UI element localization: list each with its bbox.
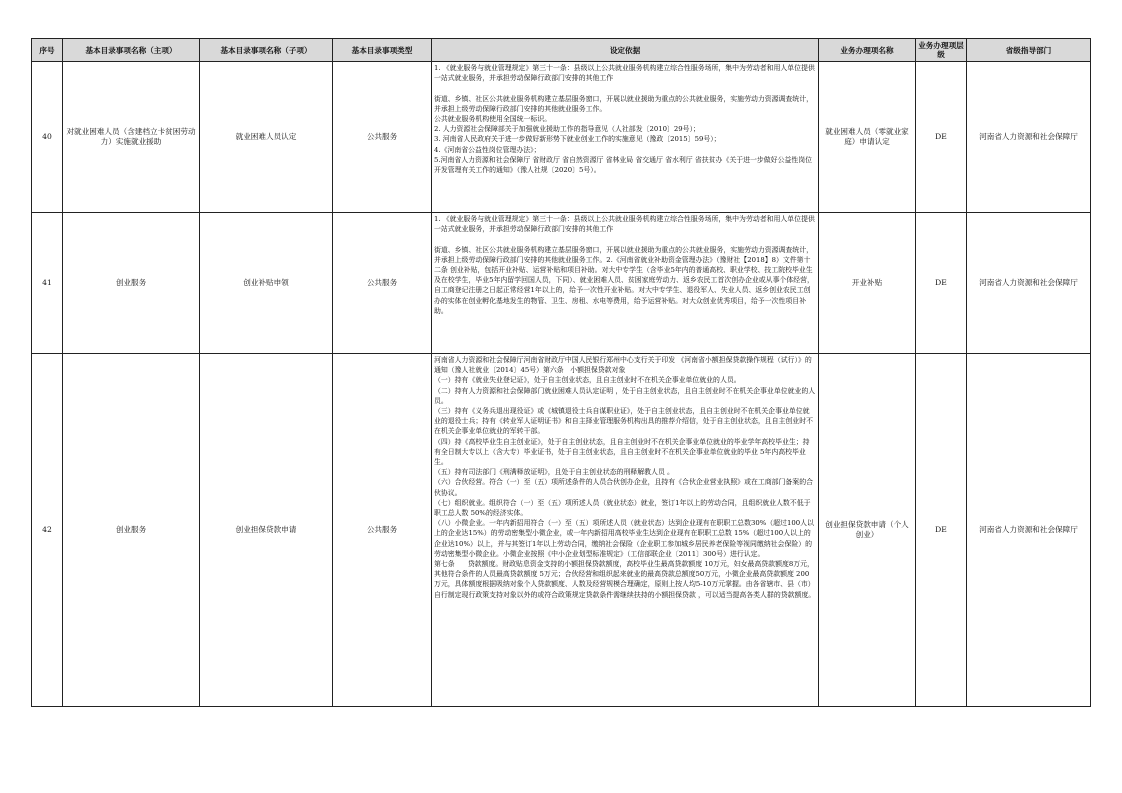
cell-basis: 1. 《就业服务与就业管理规定》第三十一条：县级以上公共就业服务机构建立综合性服务场所，集中为劳动者和用人单位提供一站式就业服务，并承担劳动保障行政部门安排的其他工作 街道、乡镇、社区公共就业服务机构建立基层服务窗口，开展以就业援助为重点的公共就业服务，实施劳动力资源调查统计，并承担上级劳动保障行政部门安排的其他就业服务工作。 公共就业服务机构使用全国统一标识。 2. 人力资源社会保障部关于加强就业援助工作的指导意见（人社部发〔2010〕29号）； 3. 河南省人民政府关于进一步做好新形势下就业创业工作的实施意见（豫政〔2015〕59号）； 4.《河南省公益性岗位管理办法》； 5.河南省人力资源和社会保障厅 省财政厅 省自然资源厅 省林业局 省交通厅 省水利厅 省扶贫办《关于进一步做好公益性岗位开发管理有关工作的通知》（豫人社规〔2020〕5号）。 (432, 62, 819, 213)
header-sub-item: 基本目录事项名称（子项） (200, 39, 333, 62)
table-row (32, 62, 1091, 213)
cell-service-name: 开业补贴 (819, 213, 916, 354)
cell-sub-item: 创业补贴申领 (200, 213, 333, 354)
cell-main-item: 创业服务 (63, 213, 200, 354)
header-main-item: 基本目录事项名称（主项） (63, 39, 200, 62)
header-dept: 省级指导部门 (967, 39, 1091, 62)
header-seq: 序号 (32, 39, 63, 62)
cell-service-name: 创业担保贷款申请（个人创业） (819, 354, 916, 707)
header-level: 业务办理项层级 (916, 39, 967, 62)
table-row (32, 354, 1091, 707)
cell-item-type: 公共服务 (333, 213, 432, 354)
header-item-type: 基本目录事项类型 (333, 39, 432, 62)
cell-main-item: 创业服务 (63, 354, 200, 707)
table-row (32, 213, 1091, 354)
cell-dept: 河南省人力资源和社会保障厅 (967, 354, 1091, 707)
cell-level: DE (916, 213, 967, 354)
cell-service-name: 就业困难人员（零就业家庭）申请认定 (819, 62, 916, 213)
cell-level: DE (916, 354, 967, 707)
header-service-name: 业务办理项名称 (819, 39, 916, 62)
cell-item-type: 公共服务 (333, 354, 432, 707)
header-basis: 设定依据 (432, 39, 819, 62)
cell-sub-item: 就业困难人员认定 (200, 62, 333, 213)
cell-basis: 河南省人力资源和社会保障厅河南省财政厅中国人民银行郑州中心支行关于印发 《河南省小额担保贷款操作规程（试行）》的通知（豫人社就业〔2014〕45号）第六条 小额担保贷款对象 （一）持有《就业失业登记证》，处于自主创业状态，且自主创业时不在机关企事业单位就业的人员。 （二）持有人力资源和社会保障部门就业困难人员认定证明 ，处于自主创业状态，且自主创业时不在机关企事业单位就业的人员。 （三）持有《义务兵退出现役证》或《城镇退役士兵自谋职业证》，处于自主创业状态，且自主创业时不在机关企事业单位就业的退役士兵；持有《转业军人证明证书》和自主择业管理服务机构出具的推荐介绍信，处于自主创业状态，且自主创业时不在机关企事业单位就业的军转干部。 （四）持《高校毕业生自主创业证》，处于自主创业状态，且自主创业时不在机关企事业单位就业的毕业学年高校毕业生；持有全日制大专以上（含大专）毕业证书，处于自主创业状态，且自主创业时不在机关企事业单位就业的毕业 5年内高校毕业生。 （五）持有司法部门《刑满释放证明》，且处于自主创业状态的刑释解教人员 。 （六）合伙经营。符合（一）至（五）项所述条件的人员合伙创办企业，且持有《合伙企业营业执照》或在工商部门备案的合伙协议。 （七）组织就业。组织符合（一）至（五）项所述人员（就业状态）就业，签订1年以上的劳动合同，且组织就业人数不低于职工总人数 50%的经济实体。 （八）小微企业。一年内新招用符合（一）至（五）项所述人员（就业状态）达到企业现有在职职工总数30%（超过100人以上的企业达15%）的劳动密集型小微企业，或一年内新招用高校毕业生达到企业现有在职职工总数 15%（超过100人以上的企业达10%）以上，并与其签订1年以上劳动合同，缴纳社会保险（企业职工参加城乡居民养老保险等视同缴纳社会保险）的劳动密集型小微企业。小微企业按照《中小企业划型标准规定》（工信部联企业〔2011〕300号）进行认定。 第七条 贷款额度。财政贴息资金支持的小额担保贷款额度，高校毕业生最高贷款额度 10万元，妇女最高贷款额度8万元，其他符合条件的人员最高贷款额度 5万元；合伙经营和组织起来就业的最高贷款总额度50万元，小微企业最高贷款额度 200万元，具体额度根据吸纳对象个人贷款额度、人数及经营规模合理确定，原则上按人均5-10万元掌握。由各省辖市、县（市）自行制定现行政策支持对象以外的或符合政策规定贷款条件需继续扶持的小额担保贷款 ，可以适当提高各类人群的贷款额度。 (432, 354, 819, 707)
service-catalog-table (31, 38, 1091, 707)
cell-seq: 42 (32, 354, 63, 707)
header-row (32, 39, 1091, 62)
cell-main-item: 对就业困难人员（含建档立卡贫困劳动力）实施就业援助 (63, 62, 200, 213)
cell-sub-item: 创业担保贷款申请 (200, 354, 333, 707)
cell-seq: 41 (32, 213, 63, 354)
cell-seq: 40 (32, 62, 63, 213)
cell-level: DE (916, 62, 967, 213)
cell-item-type: 公共服务 (333, 62, 432, 213)
cell-dept: 河南省人力资源和社会保障厅 (967, 213, 1091, 354)
cell-dept: 河南省人力资源和社会保障厅 (967, 62, 1091, 213)
cell-basis: 1. 《就业服务与就业管理规定》第三十一条：县级以上公共就业服务机构建立综合性服务场所，集中为劳动者和用人单位提供一站式就业服务，并承担劳动保障行政部门安排的其他工作 街道、乡镇、社区公共就业服务机构建立基层服务窗口，开展以就业援助为重点的公共就业服务，实施劳动力资源调查统计，并承担上级劳动保障行政部门安排的其他就业服务工作。2.《河南省就业补助资金管理办法》（豫财社【2018】8）文件第十二条 创业补贴，包括开业补贴、运营补贴和项目补助。对大中专学生（含毕业5年内的普通高校、职业学校、技工院校毕业生及在校学生，毕业5年内留学回国人员，下同）、就业困难人员、贫困家庭劳动力、返乡农民工首次创办企业或从事个体经营，自工商登记注册之日起正常经营1年以上的，给予一次性开业补贴。对大中专学生、退役军人、失业人员、返乡创业农民工创办的实体在创业孵化基地发生的物管、卫生、房租、水电等费用，给予运营补贴。对大众创业优秀项目，给予一次性项目补助。 (432, 213, 819, 354)
